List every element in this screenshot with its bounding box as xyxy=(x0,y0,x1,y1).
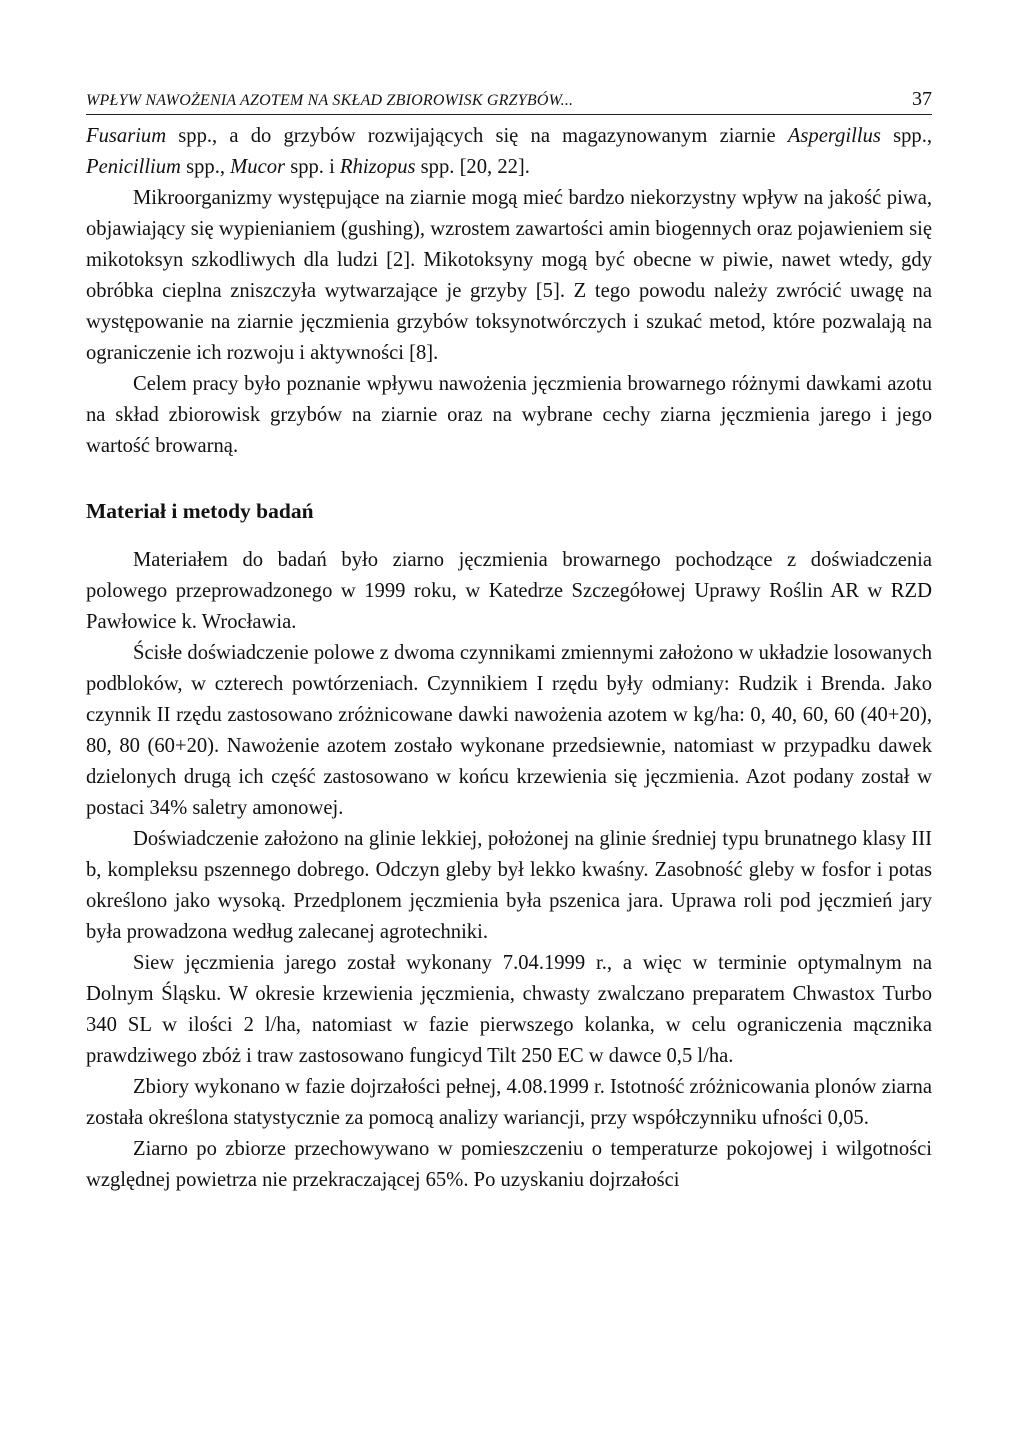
paragraph-mycotoxins: Mikroorganizmy występujące na ziarnie mogą mieć bardzo niekorzystny wpływ na jakość piwa, objawiający się wypienianiem (gushing), wzrostem zawartości amin biogennych oraz pojawieniem się mikotoksyn szkodliwych dla ludzi [2]. Mikotoksyny mogą być obecne w piwie, nawet wtedy, gdy obróbka cieplna zniszczyła wytwarzające je grzyby [5]. Z tego powodu należy zwrócić uwagę na występowanie na ziarnie jęczmienia grzybów toksynotwórczych i szukać metod, które pozwalają na ograniczenie ich rozwoju i aktywności [8]. xyxy=(86,187,932,364)
text-run: spp. i xyxy=(285,156,340,178)
section-heading-methods: Materiał i metody badań xyxy=(86,499,314,523)
taxon-aspergillus: Aspergillus xyxy=(787,125,881,147)
body-text xyxy=(86,121,932,1196)
taxon-fusarium: Fusarium xyxy=(86,125,167,147)
text-run: spp. [20, 22]. xyxy=(415,156,530,178)
running-header xyxy=(86,88,932,115)
text-run: spp., xyxy=(180,156,231,178)
paragraph-aim: Celem pracy było poznanie wpływu nawożenia jęczmienia browarnego różnymi dawkami azotu na skład zbiorowisk grzybów na ziarnie oraz na wybrane cechy ziarna jęczmienia jarego i jego wartość browarną. xyxy=(86,373,932,457)
paragraph-methods-6: Ziarno po zbiorze przechowywano w pomieszczeniu o temperaturze pokojowej i wilgotności względnej powietrza nie przekraczającej 65%. Po uzyskaniu dojrzałości xyxy=(86,1138,932,1191)
paragraph-methods-3: Doświadczenie założono na glinie lekkiej, położonej na glinie średniej typu brunatnego klasy III b, kompleksu pszennego dobrego. Odczyn gleby był lekko kwaśny. Zasobność gleby w fosfor i potas określono jako wysoką. Przedplonem jęczmienia była pszenica jara. Uprawa roli pod jęczmień jary była prowadzona według zalecanej agrotechniki. xyxy=(86,828,932,943)
paragraph-intro-continued xyxy=(86,121,932,183)
taxon-mucor: Mucor xyxy=(230,156,286,178)
text-run: spp., a do grzybów rozwijających się na magazynowanym ziarnie xyxy=(166,125,788,147)
paragraph-methods-5: Zbiory wykonano w fazie dojrzałości pełnej, 4.08.1999 r. Istotność zróżnicowania plonów ziarna została określona statystycznie za pomocą analizy wariancji, przy współczynniku ufności 0,05. xyxy=(86,1076,932,1129)
page-number: 37 xyxy=(912,88,932,110)
text-run: spp., xyxy=(880,125,932,147)
page xyxy=(86,88,932,1196)
paragraph-methods-4: Siew jęczmienia jarego został wykonany 7.04.1999 r., a więc w terminie optymalnym na Dolnym Śląsku. W okresie krzewienia jęczmienia, chwasty zwalczano preparatem Chwastox Turbo 340 SL w ilości 2 l/ha, natomiast w fazie pierwszego kolanka, w celu ograniczenia mącznika prawdziwego zbóż i traw zastosowano fungicyd Tilt 250 EC w dawce 0,5 l/ha. xyxy=(86,952,932,1067)
taxon-penicillium: Penicillium xyxy=(86,156,181,178)
paragraph-methods-1: Materiałem do badań było ziarno jęczmienia browarnego pochodzące z doświadczenia polowego przeprowadzonego w 1999 roku, w Katedrze Szczegółowej Uprawy Roślin AR w RZD Pawłowice k. Wrocławia. xyxy=(86,549,932,633)
running-title: WPŁYW NAWOŻENIA AZOTEM NA SKŁAD ZBIOROWISK GRZYBÓW... xyxy=(86,92,574,109)
paragraph-methods-2: Ścisłe doświadczenie polowe z dwoma czynnikami zmiennymi założono w układzie losowanych podbloków, w czterech powtórzeniach. Czynnikiem I rzędu były odmiany: Rudzik i Brenda. Jako czynnik II rzędu zastosowano zróżnicowane dawki nawożenia azotem w kg/ha: 0, 40, 60, 60 (40+20), 80, 80 (60+20). Nawożenie azotem zostało wykonane przedsiewnie, natomiast w przypadku dawek dzielonych drugą ich część zastosowano w końcu krzewienia się jęczmienia. Azot podany został w postaci 34% saletry amonowej. xyxy=(86,642,932,819)
taxon-rhizopus: Rhizopus xyxy=(339,156,416,178)
